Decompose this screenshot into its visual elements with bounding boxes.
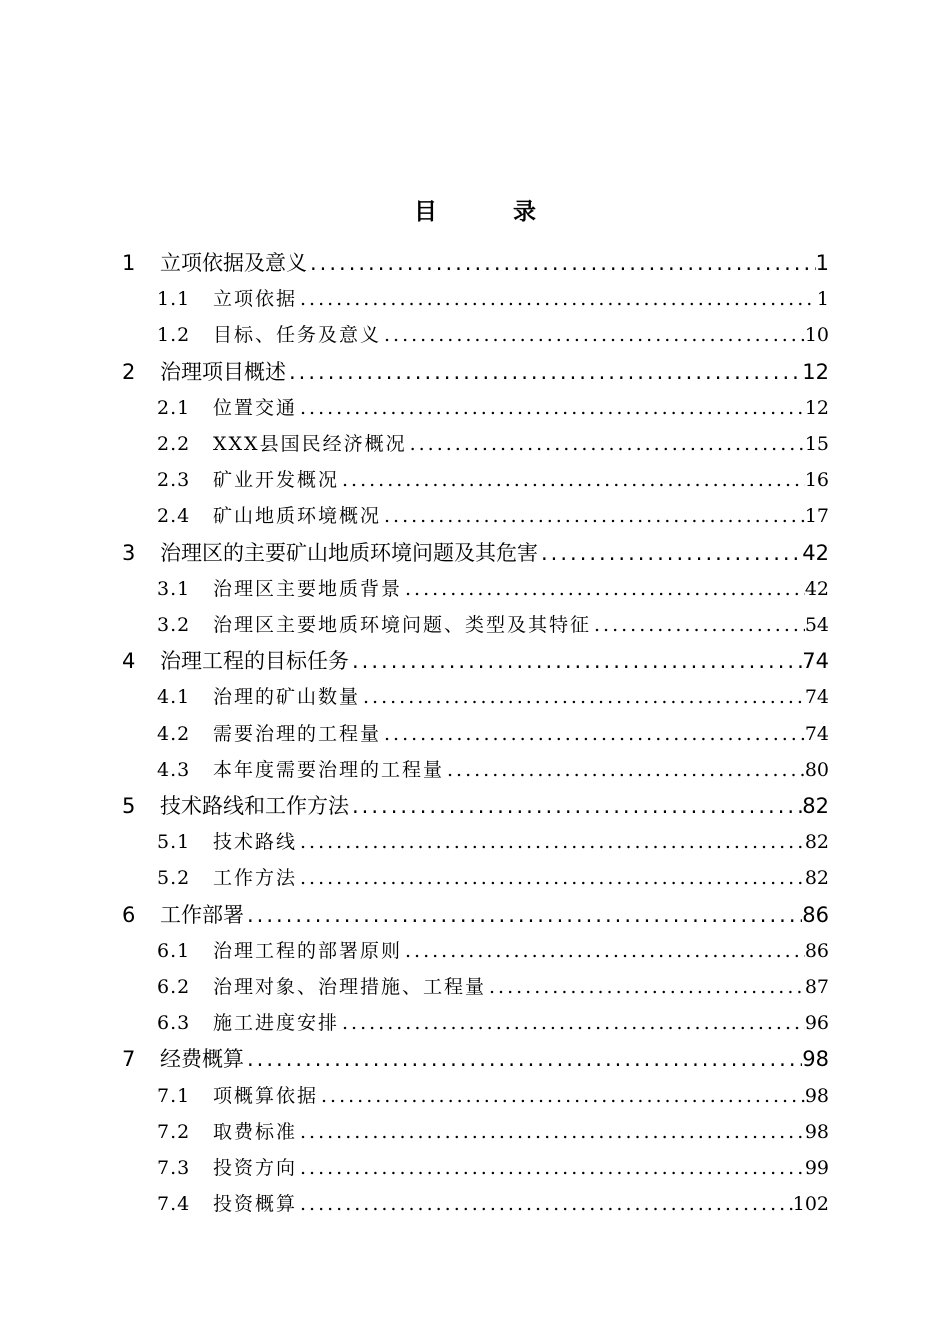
toc-chapter[interactable] — [122, 898, 829, 932]
toc-dot-leader — [297, 861, 805, 895]
toc-heading: 技术路线和工作方法 — [160, 794, 349, 818]
toc-dot-leader — [297, 1115, 805, 1149]
toc-number: 3.2 — [157, 614, 191, 636]
toc-section[interactable] — [157, 717, 829, 751]
toc-dot-leader — [297, 1151, 805, 1185]
toc-number: 2.3 — [157, 469, 191, 492]
toc-page-number: 42 — [802, 540, 829, 565]
toc-dot-leader — [381, 318, 805, 352]
toc-heading: 目标、任务及意义 — [213, 324, 382, 347]
toc-heading: XXX县国民经济概况 — [213, 433, 407, 455]
toc-page-number: 1 — [815, 251, 829, 275]
toc-section[interactable] — [157, 1006, 829, 1040]
toc-page-number: 42 — [804, 577, 829, 600]
toc-number: 5.2 — [157, 867, 191, 890]
toc-dot-leader — [339, 463, 805, 497]
toc-section[interactable] — [157, 861, 829, 895]
toc-chapter[interactable] — [122, 644, 829, 678]
toc-section[interactable] — [157, 318, 829, 352]
toc-page-number: 98 — [804, 1120, 829, 1143]
toc-section[interactable] — [157, 499, 829, 533]
toc-number: 3 — [122, 540, 136, 565]
toc-section[interactable] — [157, 1079, 829, 1113]
toc-dot-leader — [297, 282, 817, 316]
toc-number: 4.1 — [157, 686, 191, 709]
toc-section[interactable] — [157, 753, 829, 787]
toc-page-number: 82 — [804, 867, 829, 890]
toc-page-number: 82 — [802, 794, 829, 818]
toc-number: 2.2 — [157, 433, 191, 455]
toc-section[interactable] — [157, 608, 829, 642]
toc-heading: 需要治理的工程量 — [213, 722, 382, 745]
toc-page-number: 86 — [804, 939, 829, 962]
toc-heading: 矿业开发概况 — [213, 469, 340, 492]
toc-page-number: 87 — [804, 976, 829, 998]
toc-number: 5 — [122, 794, 136, 818]
toc-section[interactable] — [157, 825, 829, 859]
toc-section[interactable] — [157, 427, 829, 461]
toc-dot-leader — [444, 753, 805, 787]
toc-dot-leader — [244, 898, 802, 932]
toc-number: 4.2 — [157, 722, 191, 745]
toc-heading: 矿山地质环境概况 — [213, 505, 382, 528]
toc-heading: 立项依据及意义 — [160, 251, 307, 275]
toc-section[interactable] — [157, 970, 829, 1004]
toc-page-number: 86 — [802, 902, 829, 927]
toc-number: 7.3 — [157, 1157, 191, 1179]
toc-section[interactable] — [157, 463, 829, 497]
toc-chapter[interactable] — [122, 1042, 829, 1076]
toc-heading: 治理项目概述 — [160, 359, 286, 384]
toc-number: 7.2 — [157, 1120, 191, 1143]
toc-page-number: 12 — [804, 396, 829, 419]
toc-page-number: 102 — [792, 1193, 829, 1216]
toc-number: 7.1 — [157, 1084, 191, 1107]
toc-section[interactable] — [157, 282, 829, 316]
toc-chapter[interactable] — [122, 246, 829, 280]
toc-number: 7.4 — [157, 1193, 191, 1216]
toc-chapter[interactable] — [122, 789, 829, 823]
toc-heading: 治理工程的目标任务 — [160, 649, 349, 674]
toc-section[interactable] — [157, 680, 829, 714]
toc-heading: 工作部署 — [160, 902, 244, 927]
toc-page-number: 74 — [804, 722, 829, 745]
toc-heading: 投资方向 — [213, 1157, 298, 1179]
toc-page-number: 99 — [804, 1157, 829, 1179]
toc-section[interactable] — [157, 1187, 829, 1221]
toc-number: 1.2 — [157, 324, 191, 347]
toc-page-number: 10 — [804, 324, 829, 347]
toc-dot-leader — [402, 934, 805, 968]
toc-number: 6.1 — [157, 939, 191, 962]
toc-heading: 施工进度安排 — [213, 1012, 340, 1035]
toc-heading: 立项依据 — [213, 288, 298, 311]
toc-section[interactable] — [157, 1151, 829, 1185]
toc-heading: 治理的矿山数量 — [213, 686, 361, 709]
toc-number: 6 — [122, 902, 136, 927]
toc-page-number: 12 — [802, 359, 829, 384]
toc-page-number: 17 — [804, 505, 829, 528]
toc-dot-leader — [486, 970, 805, 1004]
page-title: 目 录 — [413, 199, 570, 225]
toc-number: 2 — [122, 359, 136, 384]
toc-dot-leader — [339, 1006, 805, 1040]
toc-section[interactable] — [157, 1115, 829, 1149]
toc-number: 6.2 — [157, 976, 191, 998]
toc-page-number: 15 — [804, 433, 829, 455]
toc-heading: 技术路线 — [213, 831, 298, 854]
toc-heading: 治理区的主要矿山地质环境问题及其危害 — [160, 540, 538, 565]
toc-chapter[interactable] — [122, 355, 829, 389]
toc-dot-leader — [538, 536, 802, 570]
toc-number: 4 — [122, 649, 136, 674]
toc-heading: 项概算依据 — [213, 1084, 319, 1107]
toc-heading: 位置交通 — [213, 396, 298, 419]
toc-heading: 取费标准 — [213, 1120, 298, 1143]
toc-chapter[interactable] — [122, 536, 829, 570]
toc-heading: 治理区主要地质背景 — [213, 577, 403, 600]
toc-dot-leader — [360, 680, 805, 714]
toc-page-number: 82 — [804, 831, 829, 854]
toc-heading: 治理区主要地质环境问题、类型及其特征 — [213, 614, 592, 636]
toc-number: 1 — [122, 251, 136, 275]
toc-number: 2.4 — [157, 505, 191, 528]
toc-number: 3.1 — [157, 577, 191, 600]
toc-dot-leader — [402, 572, 805, 606]
toc-heading: 经费概算 — [160, 1047, 244, 1072]
toc-page-number: 16 — [804, 469, 829, 492]
toc-page-number: 74 — [804, 686, 829, 709]
toc-section[interactable] — [157, 391, 829, 425]
toc-heading: 投资概算 — [213, 1193, 298, 1216]
toc-page-number: 1 — [816, 288, 829, 311]
toc-page-number: 98 — [804, 1084, 829, 1107]
toc-dot-leader — [286, 355, 802, 389]
toc-page-number: 80 — [804, 758, 829, 781]
toc-number: 6.3 — [157, 1012, 191, 1035]
toc-dot-leader — [349, 789, 802, 823]
toc-dot-leader — [307, 246, 816, 280]
toc-dot-leader — [349, 644, 802, 678]
toc-heading: 治理工程的部署原则 — [213, 939, 403, 962]
toc-section[interactable] — [157, 572, 829, 606]
toc-page-number: 98 — [802, 1047, 829, 1072]
toc-dot-leader — [381, 717, 805, 751]
toc-heading: 本年度需要治理的工程量 — [213, 758, 445, 781]
toc-page-number: 96 — [804, 1012, 829, 1035]
toc-dot-leader — [244, 1042, 802, 1076]
toc-dot-leader — [381, 499, 805, 533]
toc-dot-leader — [297, 1187, 793, 1221]
toc-number: 5.1 — [157, 831, 191, 854]
toc-page-number: 54 — [804, 614, 829, 636]
toc-heading: 工作方法 — [213, 867, 298, 890]
toc-heading: 治理对象、治理措施、工程量 — [213, 976, 487, 998]
toc-section[interactable] — [157, 934, 829, 968]
toc-dot-leader — [297, 391, 805, 425]
toc-dot-leader — [591, 608, 805, 642]
toc-dot-leader — [318, 1079, 805, 1113]
toc-number: 1.1 — [157, 288, 191, 311]
toc-number: 7 — [122, 1047, 136, 1072]
toc-dot-leader — [407, 427, 805, 461]
toc-page-number: 74 — [802, 649, 829, 674]
toc-number: 4.3 — [157, 758, 191, 781]
toc-number: 2.1 — [157, 396, 191, 419]
toc-dot-leader — [297, 825, 805, 859]
